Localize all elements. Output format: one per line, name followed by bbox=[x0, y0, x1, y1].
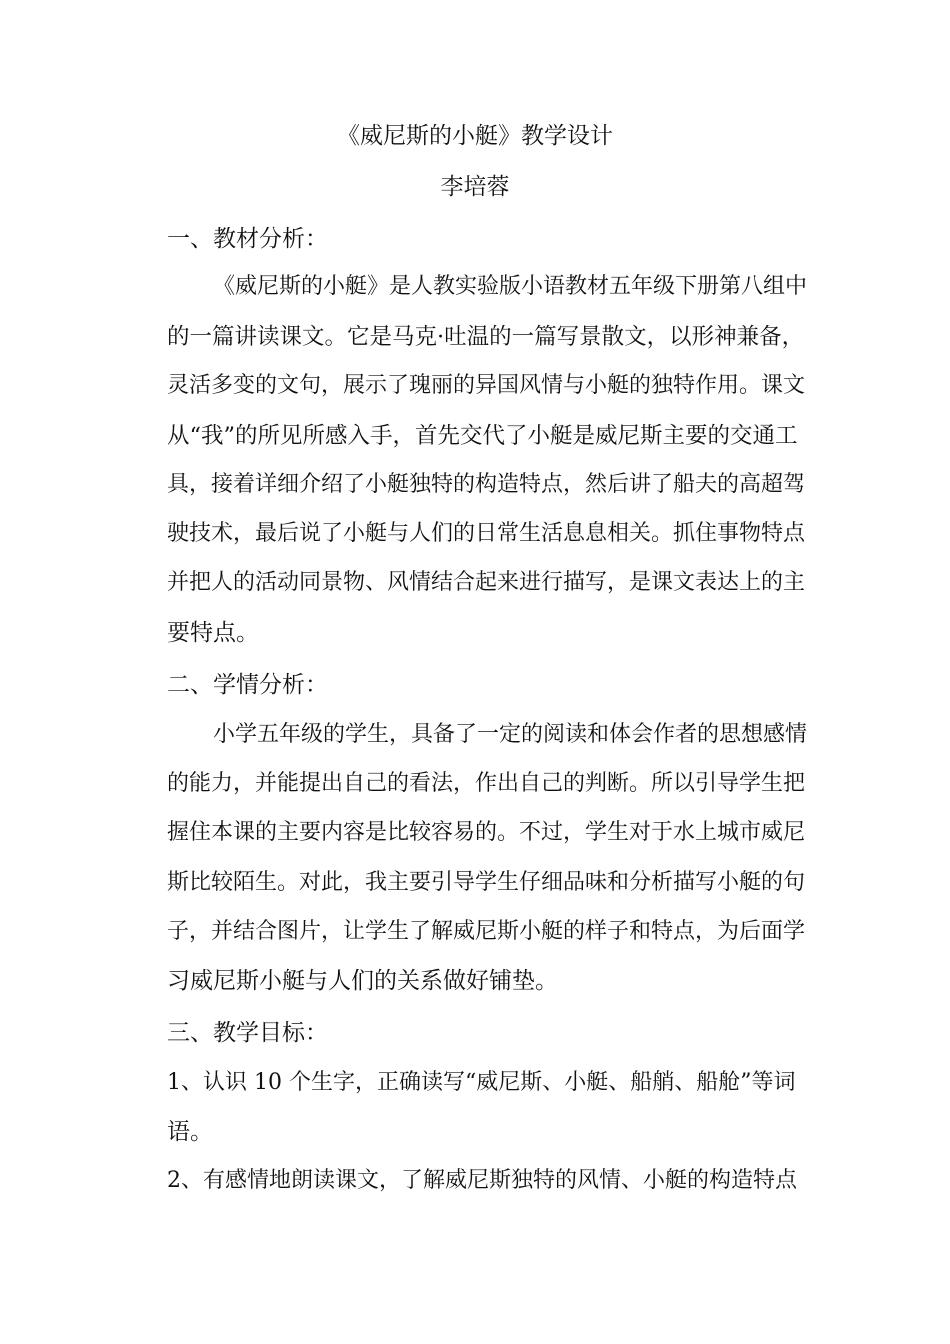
section-heading-learner-analysis: 二、学情分析： bbox=[167, 672, 328, 698]
paragraph-line: 习威尼斯小艇与人们的关系做好铺垫。 bbox=[167, 968, 558, 994]
paragraph-line: 2、有感情地朗读课文，了解威尼斯独特的风情、小艇的构造特点 bbox=[167, 1168, 797, 1193]
paragraph-line: 驶技术，最后说了小艇与人们的日常生活息息相关。抓住事物特点 bbox=[167, 521, 806, 546]
section-heading-textbook-analysis: 一、教材分析： bbox=[167, 226, 328, 252]
section-heading-teaching-objectives: 三、教学目标： bbox=[167, 1020, 328, 1046]
paragraph-line: 的一篇讲读课文。它是马克·吐温的一篇写景散文，以形神兼备， bbox=[167, 324, 805, 350]
paragraph-line: 1、认识 10 个生字，正确读写“威尼斯、小艇、船艄、船舱”等词 bbox=[167, 1070, 796, 1095]
paragraph-line: 的能力，并能提出自己的看法，作出自己的判断。所以引导学生把 bbox=[167, 771, 806, 796]
paragraph-line: 子，并结合图片，让学生了解威尼斯小艇的样子和特点，为后面学 bbox=[167, 919, 806, 944]
paragraph-line: 《威尼斯的小艇》是人教实验版小语教材五年级下册第八组中 bbox=[213, 274, 808, 299]
paragraph-line: 斯比较陌生。对此，我主要引导学生仔细品味和分析描写小艇的句 bbox=[167, 870, 806, 895]
paragraph-line: 灵活多变的文句，展示了瑰丽的异国风情与小艇的独特作用。课文 bbox=[167, 373, 806, 398]
paragraph-line: 要特点。 bbox=[167, 620, 259, 646]
paragraph-line: 从“我”的所见所感入手，首先交代了小艇是威尼斯主要的交通工 bbox=[167, 423, 798, 449]
document-author: 李培蓉 bbox=[440, 174, 510, 200]
paragraph-line: 小学五年级的学生，具备了一定的阅读和体会作者的思想感情 bbox=[213, 722, 808, 747]
paragraph-line: 并把人的活动同景物、风情结合起来进行描写，是课文表达上的主 bbox=[167, 570, 806, 595]
document-title: 《威尼斯的小艇》教学设计 bbox=[337, 123, 613, 149]
paragraph-line: 语。 bbox=[167, 1119, 213, 1145]
paragraph-line: 握住本课的主要内容是比较容易的。不过，学生对于水上城市威尼 bbox=[167, 820, 806, 845]
paragraph-line: 具，接着详细介绍了小艇独特的构造特点，然后讲了船夫的高超驾 bbox=[167, 472, 806, 497]
